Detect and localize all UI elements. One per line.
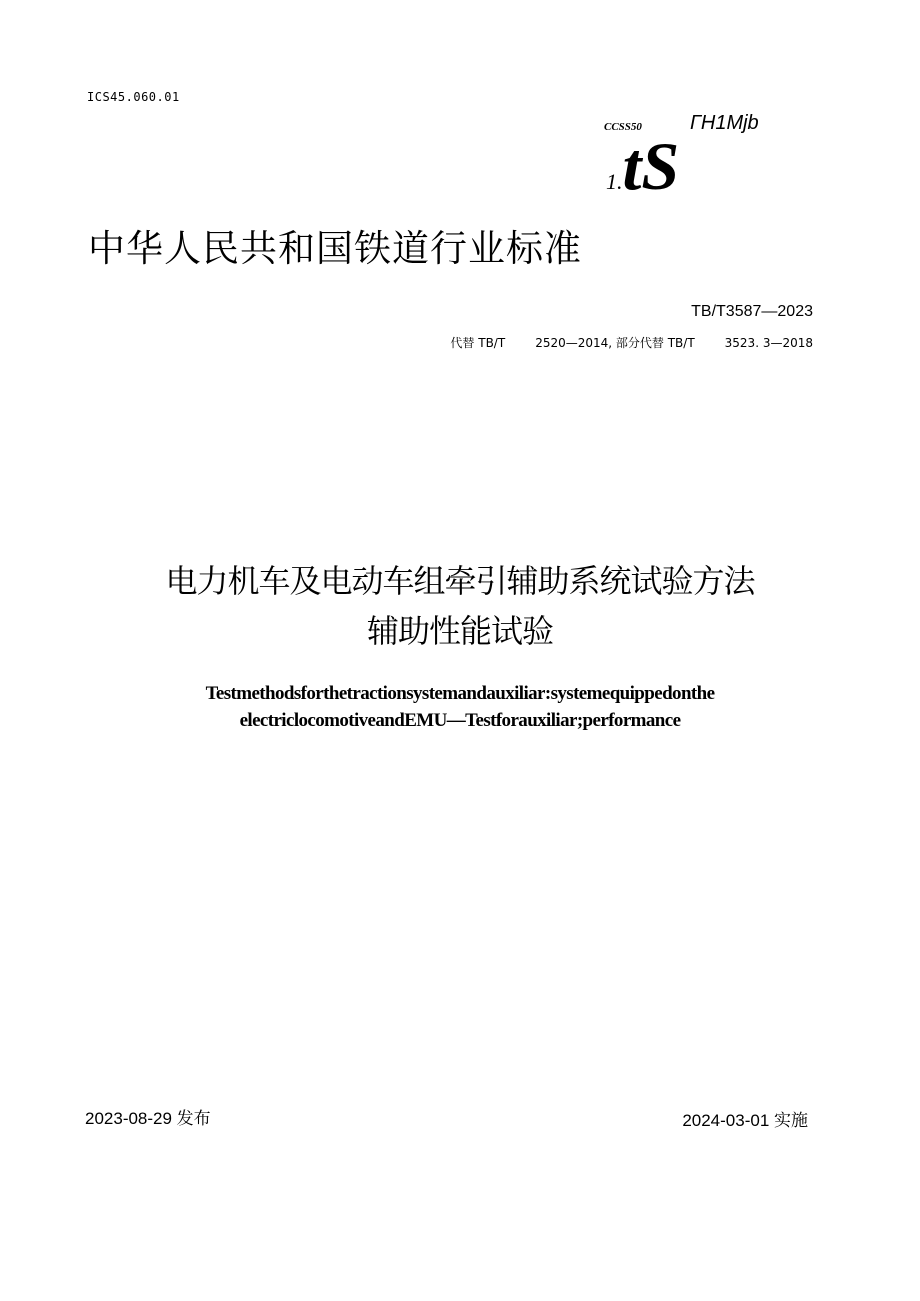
replaces-part-3: 3523. 3—2018	[724, 336, 813, 350]
title-cn-line-2: 辅助性能试验	[366, 612, 553, 650]
title-en-line-1: Testmethodsforthetractionsystemandauxiliar:systemequippedonthe	[205, 683, 715, 704]
standard-logo	[606, 128, 679, 208]
ics-code: ICS45.060.01	[87, 90, 180, 104]
ccs-code: CCSS50	[604, 121, 642, 133]
standard-number: TB/T3587—2023	[691, 303, 813, 320]
title-cn-line-1: 电力机车及电动车组牵引辅助系统试验方法	[165, 562, 755, 600]
standard-category-title: 中华人民共和国铁道行业标准	[88, 227, 582, 270]
implement-date: 2024-03-01 实施	[682, 1111, 808, 1130]
logo-text: tS	[622, 128, 680, 204]
title-en-line-2: electriclocomotiveandEMU—Testforauxiliar;performance	[239, 710, 681, 731]
replaces-part-1: 代替 TB/T	[450, 336, 506, 350]
logo-prefix: 1.	[606, 169, 623, 194]
replaces-part-2: 2520—2014, 部分代替 TB/T	[535, 336, 695, 350]
replaces-note	[450, 334, 813, 351]
registration-mark: ГН1Mjb	[690, 112, 759, 134]
publish-date: 2023-08-29 发布	[85, 1109, 211, 1128]
